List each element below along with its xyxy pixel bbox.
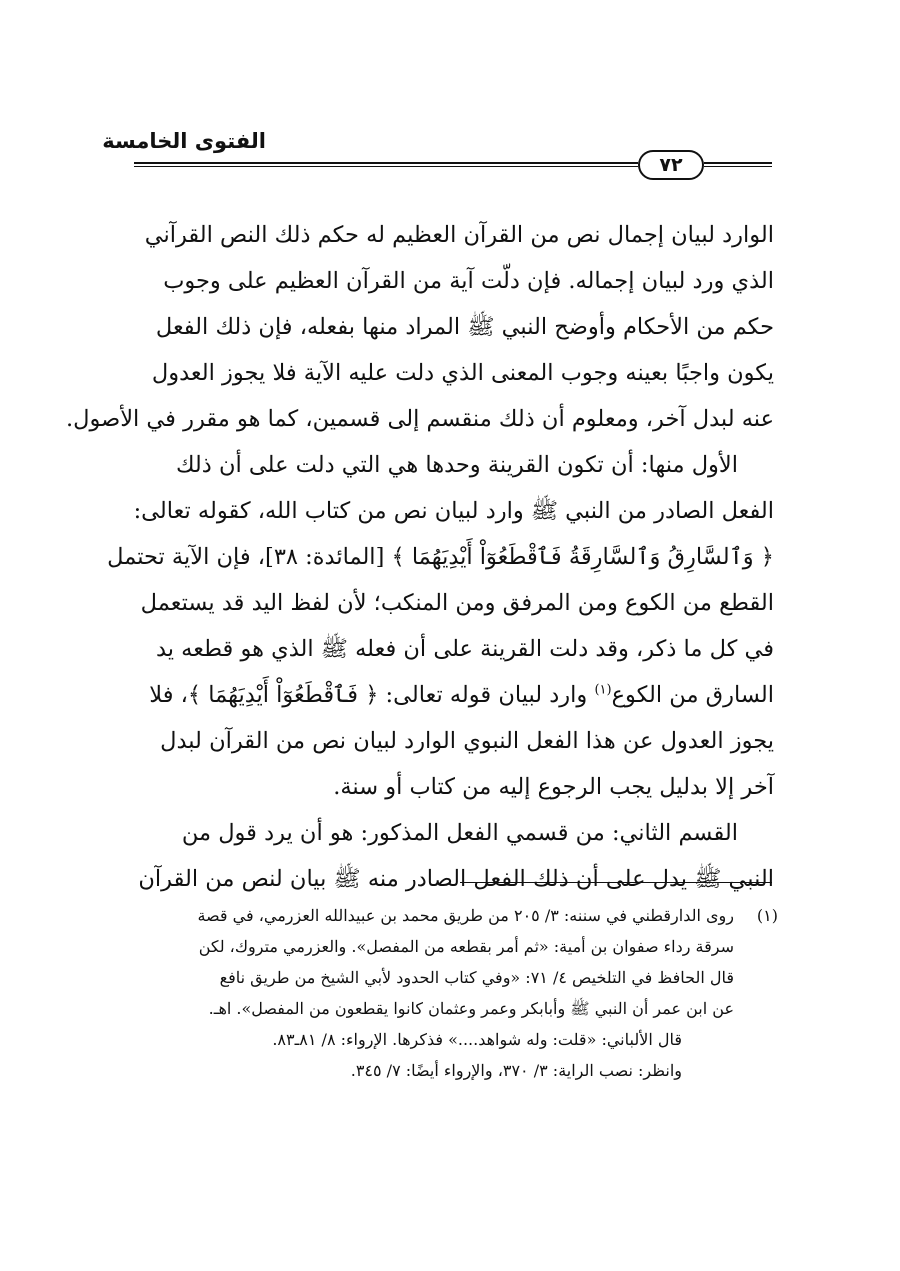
text-line: حكم من الأحكام وأوضح النبي ﷺ المراد منها بفعله، فإن ذلك الفعل [155, 314, 774, 340]
footnotes [126, 900, 778, 1086]
footnote-line: قال الألباني: «قلت: وله شواهد....» فذكرها. الإرواء: ٨/ ٨١ـ٨٣. [272, 1030, 682, 1049]
quran-verse-line: ﴿ وَٱلسَّارِقُ وَٱلسَّارِقَةُ فَٱقْطَعُوٓاْ أَيْدِيَهُمَا ﴾ [المائدة: ٣٨]، فإن الآية تحتمل [107, 544, 774, 570]
text-line: الذي ورد لبيان إجماله. فإن دلّت آية من القرآن العظيم على وجوب [163, 268, 774, 294]
text-line: القسم الثاني: من قسمي الفعل المذكور: هو أن يرد قول من [181, 820, 738, 846]
text-line: آخر إلا بدليل يجب الرجوع إليه من كتاب أو سنة. [333, 774, 774, 800]
footnote-text: روى الدارقطني في سننه: ٣/ ٢٠٥ من طريق محمد بن عبيدالله العزرمي، في قصة [197, 906, 734, 925]
header-rule-right [704, 162, 772, 167]
text-segment: وارد لبيان قوله تعالى: ﴿ فَٱقْطَعُوٓاْ أَيْدِيَهُمَا ﴾، فلا [149, 682, 595, 708]
text-line: الأول منها: أن تكون القرينة وحدها هي التي دلت على أن ذلك [175, 452, 738, 478]
footnote-line: قال الحافظ في التلخيص ٤/ ٧١: «وفي كتاب الحدود لأبي الشيخ من طريق نافع [219, 968, 734, 987]
footnote-separator [460, 882, 772, 883]
footnote-number: (١) [756, 906, 778, 925]
text-line: في كل ما ذكر، وقد دلت القرينة على أن فعله ﷺ الذي هو قطعه يد [155, 636, 774, 662]
text-line: يكون واجبًا بعينه وجوب المعنى الذي دلت عليه الآية فلا يجوز العدول [151, 360, 774, 386]
text-line: الفعل الصادر من النبي ﷺ وارد لبيان نص من كتاب الله، كقوله تعالى: [133, 498, 774, 524]
page-number: ٧٢ [638, 150, 704, 180]
footnote-line: وانظر: نصب الراية: ٣/ ٣٧٠، والإرواء أيضًا: ٧/ ٣٤٥. [350, 1061, 682, 1080]
text-line: الوارد لبيان إجمال نص من القرآن العظيم له حكم ذلك النص القرآني [144, 222, 774, 248]
text-segment: السارق من الكوع [611, 682, 774, 708]
footnote-reference[interactable]: (١) [594, 682, 612, 698]
footnote-line: سرقة رداء صفوان بن أمية: «ثم أمر بقطعه من المفصل». والعزرمي متروك، لكن [198, 937, 734, 956]
text-line: القطع من الكوع ومن المرفق ومن المنكب؛ لأن لفظ اليد قد يستعمل [140, 590, 774, 616]
main-text [65, 212, 774, 902]
header-rule-left [134, 162, 638, 167]
text-line: يجوز العدول عن هذا الفعل النبوي الوارد لبيان نص من القرآن لبدل [160, 728, 774, 754]
text-line [126, 672, 774, 718]
footnote-line [126, 900, 778, 931]
text-line: النبي ﷺ يدل على أن ذلك الفعل الصادر منه ﷺ بيان لنص من القرآن [138, 866, 774, 892]
footnote-line: عن ابن عمر أن النبي ﷺ وأبابكر وعمر وعثمان كانوا يقطعون من المفصل». اهـ. [208, 999, 734, 1018]
text-line: عنه لبدل آخر، ومعلوم أن ذلك منقسم إلى قسمين، كما هو مقرر في الأصول. [65, 406, 774, 432]
running-title: الفتوى الخامسة [102, 129, 266, 153]
